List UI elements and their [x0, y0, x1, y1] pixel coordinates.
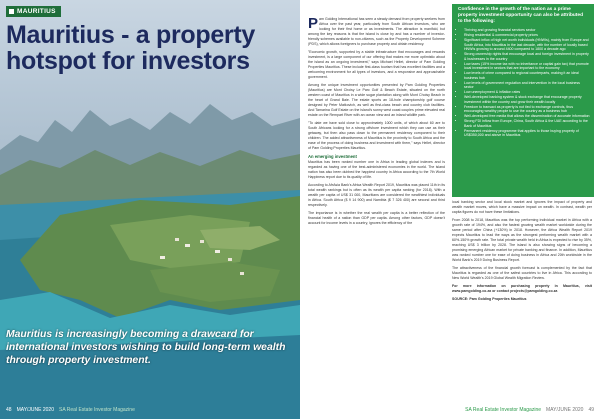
article-paragraph: local banking sector and local stock market and ignores the impact of property and wealth market moves, which have a massive impact on wealth. In contrast, wealth per capita figures do not have these limitations. [452, 200, 592, 214]
sidebar-box-item: • Freedom to transact as property is not tied to exchange controls, thus encouraging wealthy people to use the country as a business hub [464, 105, 590, 114]
article-paragraph: Mauritius has been ranked number one in Africa in leading global indexes and is regarded as having one of the best-administered economies in the world. The island nation has also been dubbed the happiest country in Africa according to the 7th World Happiness report due to its quality of life. [308, 160, 445, 179]
sidebar-box-item: • Significant influx of high net worth individuals (HNWIs), mainly from Europe and South Africa, into Mauritius in the last decade, with the number of locally based HNWIs growing to around 4400 compared to 1800 a decade ago [464, 38, 590, 52]
sidebar-box-list [452, 28, 594, 138]
sidebar-box-item: • Permanent residency programme that applies to those buying property of US$350,000 and above in Mauritius [464, 129, 590, 138]
article-headline: Mauritius - a property hotspot for investors [6, 21, 255, 75]
sidebar-box-item: • Rising residential & commercial property prices [464, 33, 590, 38]
article-paragraph: "Economic growth, supported by a stable infrastructure that encourages and rewards investment, is a large component of our offering that makes me more optimistic about the island as an ongoing investment," says Michael Hellet, director of Pam Golding Properties Mauritius. These include first-class tourism that has excellent facilities and a welcoming environment for all types of investors, and a responsive and approachable government. [308, 50, 445, 79]
sidebar-box-item: • Low unemployment & inflation rates [464, 90, 590, 95]
article-column-right [452, 200, 592, 305]
left-page-date: MAY/JUNE 2020 [16, 407, 54, 413]
sidebar-box-item: • Low levels of government regulation and intervention in the local business sector [464, 81, 590, 90]
article-paragraph: According to AfrAsia Bank's Africa Wealth Report 2019, Mauritius was placed 11th in its total wealth rankings but is often as its wealth per capita ranking (for 2018). With a wealth per capita of US$ 31 000, Mauritians are considered the wealthiest individuals in Africa. South Africa ($ 9 14 900) and Namibia ($ 7 326 400) are second and third respectively. [308, 183, 445, 207]
section-tag-square-icon [9, 9, 14, 14]
article-paragraph: For more information on purchasing property in Mauritius, visit www.pamgolding.co.za or contact projects@pamgolding.co.za [452, 284, 592, 293]
drop-cap: P [308, 15, 319, 32]
sidebar-box-item: • Well-developed banking system & stock exchange that encourage property investment within the country and grow their wealth locally [464, 95, 590, 104]
article-source: SOURCE: Pam Golding Properties Mauritius [452, 297, 527, 301]
sidebar-box-item: • Well-developed free media that allows the dissemination of accurate information [464, 114, 590, 119]
sidebar-box-item: • Low levels of crime compared to regional counterparts, making it an ideal business hub [464, 71, 590, 80]
subheading-emerging-investment: An emerging investment [308, 154, 357, 159]
article-paragraph: The attractiveness of the financial growth forecast is complemented by the fact that Mauritius is regarded as one of the safest countries to live in Africa. This according to New World Wealth's 2019 Global Wealth Migration Review. [452, 266, 592, 280]
article-paragraph: Pam Golding International has seen a steady demand from property seekers from Africa over the past year, particularly from South African investors, who are looking for their first home or as investments. The attraction is manifold, but among the key reasons is that the island is close by and has a number of investor-friendly schemes available to non-citizens, such as the Property Development Scheme (PDS), which allows foreigners to purchase property and obtain residency. [308, 15, 445, 46]
right-page-date: MAY/JUNE 2020 [546, 407, 584, 413]
left-page-number: 48 [6, 407, 12, 413]
confidence-sidebar-box [452, 4, 594, 197]
section-tag [6, 6, 61, 17]
right-page-number: 49 [588, 407, 594, 413]
section-tag-label: MAURITIUS [17, 8, 56, 15]
sidebar-box-item: • Strong ownership rights that encourage local and foreign investment in property & businesses in the country [464, 52, 590, 61]
sidebar-box-item: • Thriving and growing financial services sector [464, 28, 590, 33]
sidebar-box-item: • Strong FDI inflow from Europe, China, South Africa & the UAE according to the Bank of Mauritius [464, 119, 590, 128]
article-paragraph: The importance is in whether the real wealth per capita is a better reflection of the financial health of a nation than GDP per capita. Among other factors, GDP doesn't account for income levels in a country, ignores the efficiency of the [308, 211, 445, 225]
sidebar-box-title: Confidence in the growth of the nation as a prime property investment opportunity can also be attributed to the following: [458, 7, 584, 24]
sidebar-box-item: • Low taxes (15% income tax with no inheritance or capital gain tax) that promote local investment in sectors that are important to the economy [464, 62, 590, 71]
right-page-footer [308, 407, 594, 413]
photo-caption: Mauritius is increasingly becoming a drawcard for international investors wishing to build long-term wealth through property investment. [6, 329, 286, 366]
left-page-footer [6, 407, 135, 413]
right-page-magazine: SA Real Estate Investor Magazine [465, 407, 542, 413]
article-paragraph: "To date we have sold close to approximately 1000 units, of which about 60 are to South Africans looking for a strong offshore investment which they can use as their getaway, but then also pass down to the permanent residency component to their children. The added attractiveness of Mauritius is the proximity to South Africa and the ease of the process of doing business and investment with them," says Hellet, director of Pam Golding Properties Mauritius. [308, 121, 445, 150]
article-paragraph: Among the unique investment opportunities presented by Pam Golding Properties (Mauritius) are Mont Choisy Le Parc Golf & Beach Estate, situated on the north western coast of Mauritius in a wide sugar plantation along with Mont Choisy Beach in the heart of Grand Baie. The estate sports an 18-hole championship golf course designed by Peter Matkovich, as well as first-class beach and country club facilities. And Tamarina Golf Estate on the island's sunny west coast couples prime elevated real estate on the Rempart River with an ocean view and an inland wildlife park. [308, 83, 445, 117]
left-page-magazine: SA Real Estate Investor Magazine [58, 407, 135, 413]
article-paragraph: From 2008 to 2018, Mauritius was the top performing individual market in Africa with a growth rate of 194%, and also the fastest growing wealth market worldwide during the same period after China (+130%) in 2018. However, the Africa Wealth Report 2019 expects Mauritius to lead the ways as the strongest performing wealth market with a 60%-150% growth rate. The total private wealth held in Africa is expected to rise by 35%, reaching US$ 3 trillion by 2028. The island is also showing signs of becoming a promising emerging African market for private banking and finance. In addition, Mauritius was ranked number one for ease of doing business in Africa and 20th worldwide in the World Bank's 2019 Doing Business Report. [452, 218, 592, 262]
right-page [300, 0, 600, 419]
article-column-left [308, 17, 445, 229]
